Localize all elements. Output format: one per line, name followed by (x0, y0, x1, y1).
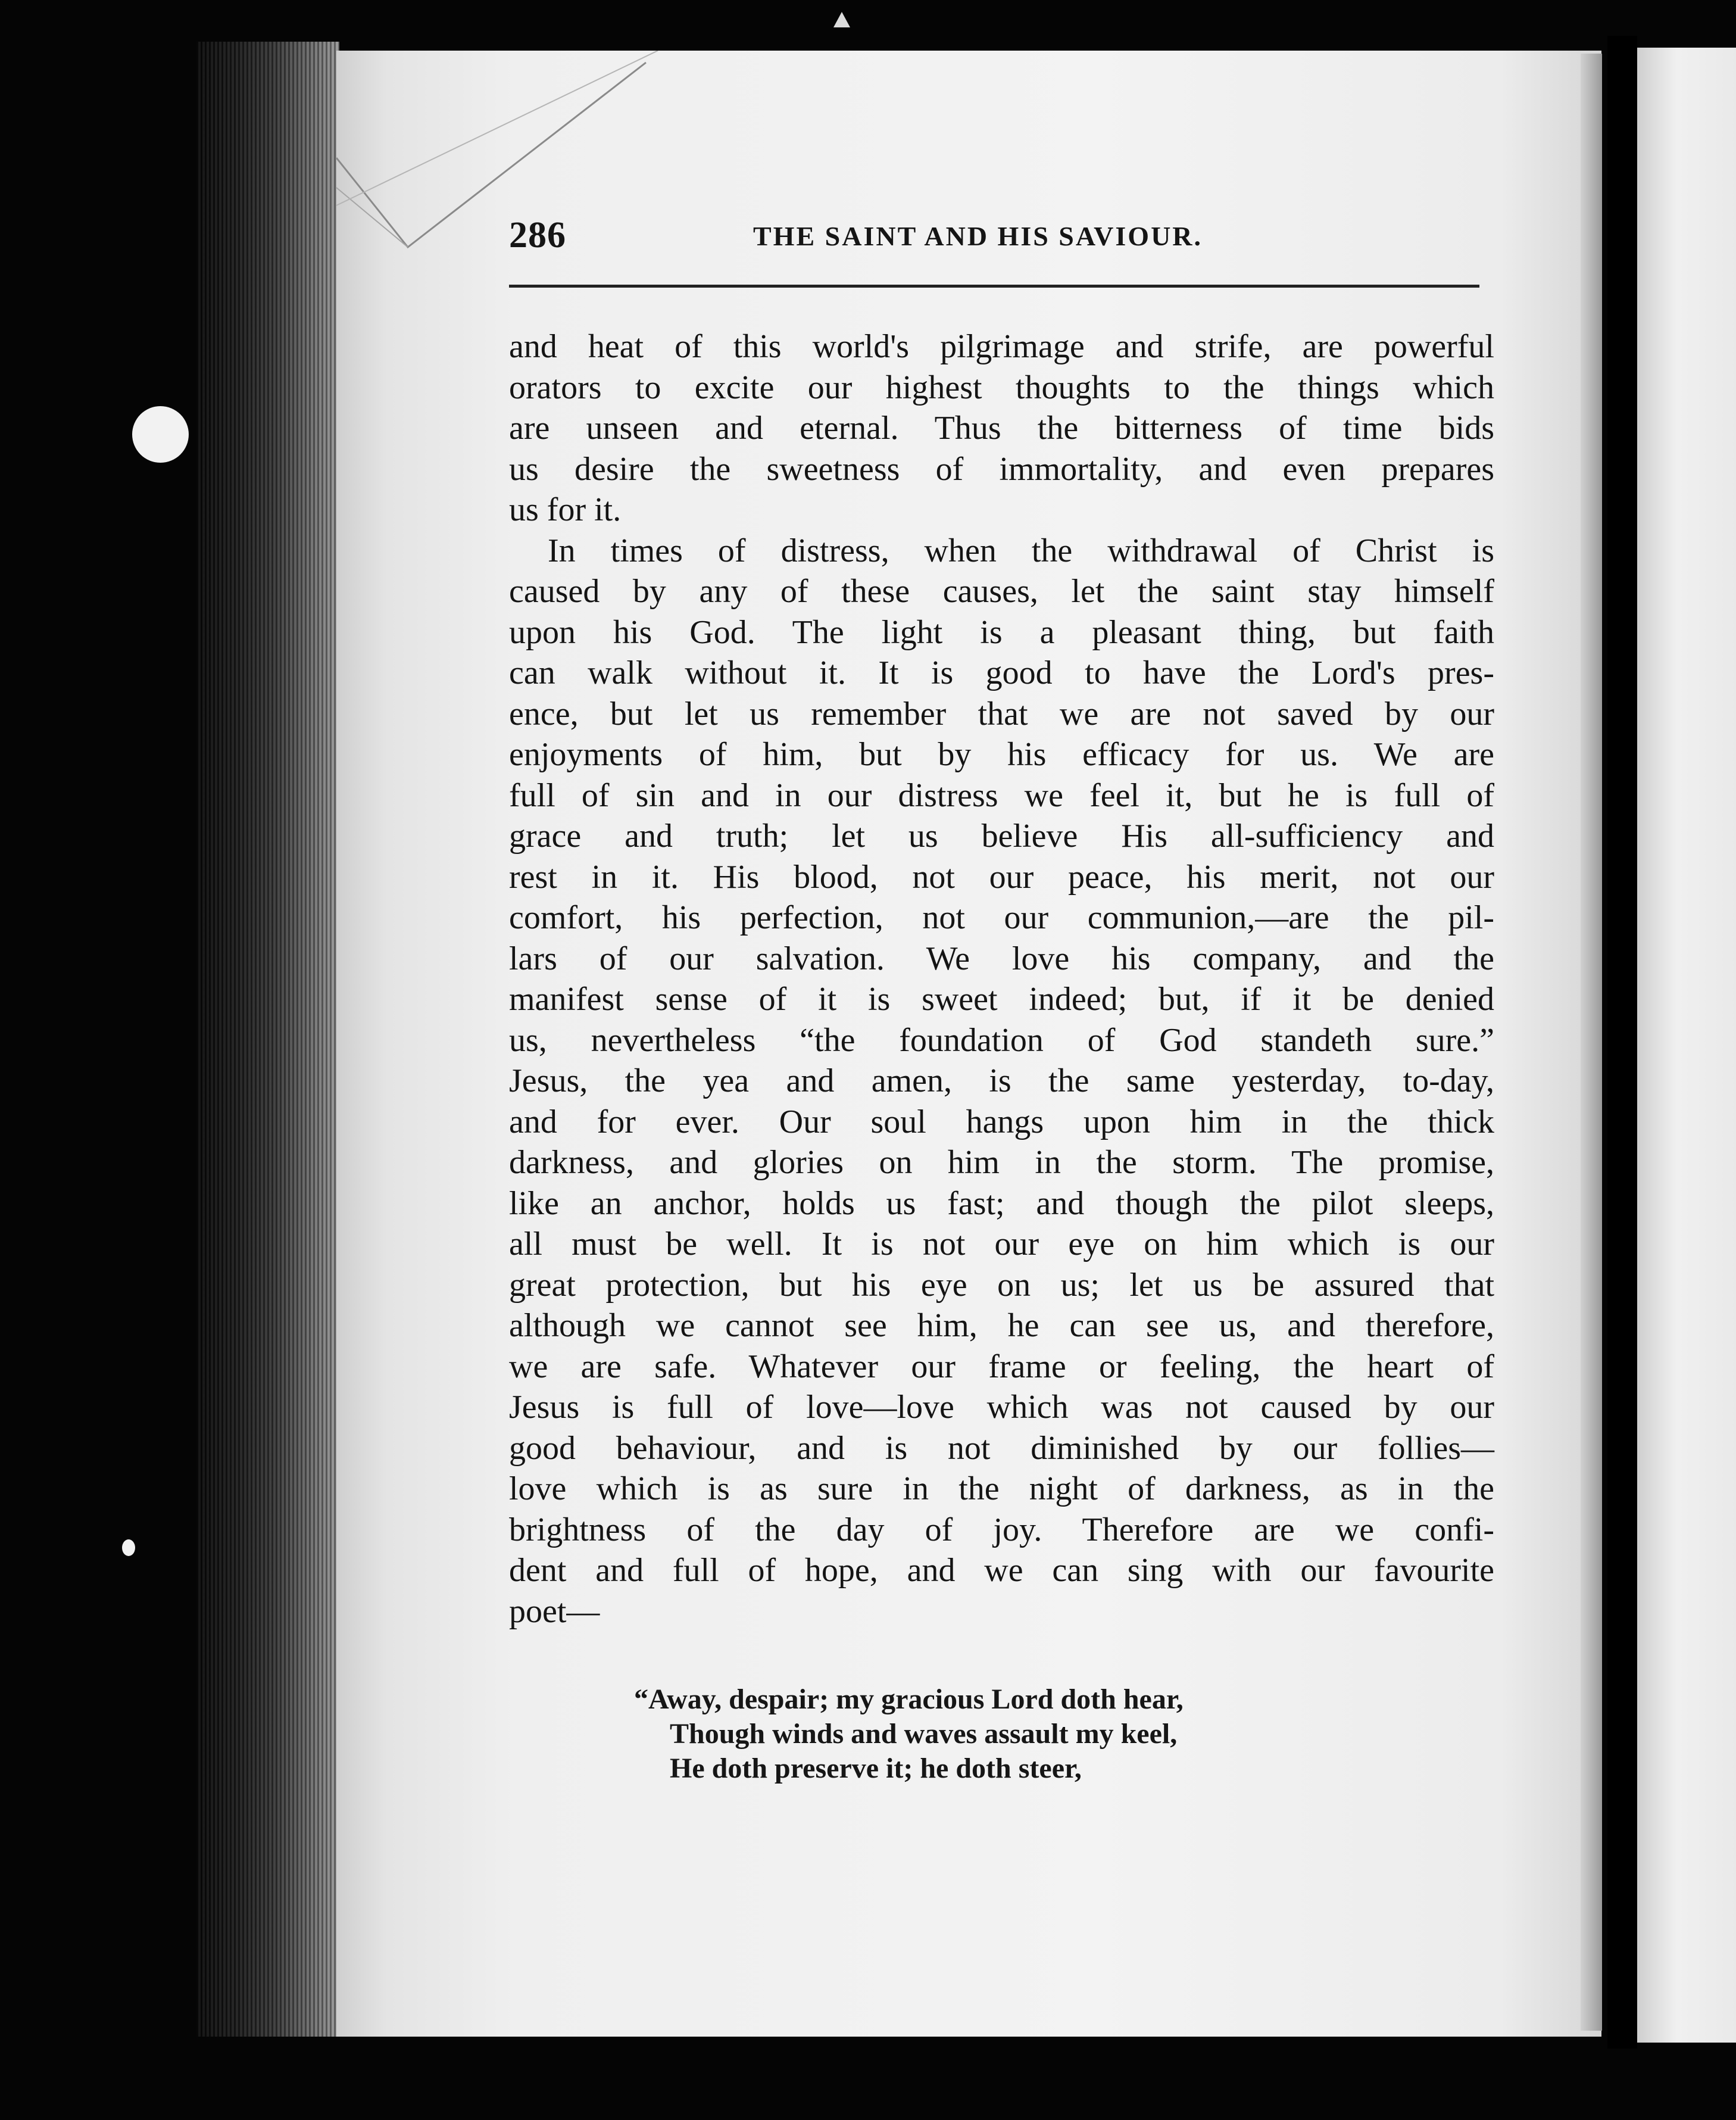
text-line: good behaviour, and is not diminished by our follies— (509, 1429, 1494, 1467)
text-line: all must be well. It is not our eye on him which is our (509, 1226, 1494, 1262)
text-line: poet— (509, 1592, 600, 1630)
body-text (509, 326, 1494, 1632)
text-line: and for ever. Our soul hangs upon him in the thick (509, 1103, 1494, 1140)
scan-mark (833, 12, 850, 27)
text-line: great protection, but his eye on us; let us be assured that (509, 1266, 1494, 1304)
text-line: comfort, his perfection, not our communion,—are the pil- (509, 899, 1494, 936)
text-line: dent and full of hope, and we can sing with our favourite (509, 1552, 1494, 1589)
paper-speck (122, 1539, 135, 1556)
text-line: are unseen and eternal. Thus the bitterness of time bids (509, 410, 1494, 447)
header-rule (509, 285, 1479, 288)
paper-speck (132, 406, 189, 463)
text-line: darkness, and glories on him in the storm. The promise, (509, 1144, 1494, 1181)
text-line: us, nevertheless “the foundation of God standeth sure.” (509, 1021, 1494, 1059)
text-line: and heat of this world's pilgrimage and strife, are powerful (509, 328, 1494, 365)
text-line: manifest sense of it is sweet indeed; but, if it be denied (509, 981, 1494, 1018)
text-line: grace and truth; let us believe His all-sufficiency and (509, 818, 1494, 855)
next-page-edge (1637, 48, 1736, 2043)
text-line: can walk without it. It is good to have the Lord's pres- (509, 654, 1494, 691)
text-line: caused by any of these causes, let the saint stay himself (509, 573, 1494, 610)
gutter-shadow (1607, 36, 1637, 2049)
text-line: orators to excite our highest thoughts to the things which (509, 369, 1494, 406)
text-line: rest in it. His blood, not our peace, his merit, not our (509, 858, 1494, 896)
text-line: In times of distress, when the withdrawal of Christ is (548, 532, 1494, 569)
text-line: although we cannot see him, he can see us, and therefore, (509, 1307, 1494, 1344)
page-edge-shadow (1581, 54, 1602, 2031)
verse-line: “Away, despair; my gracious Lord doth hear, (634, 1683, 1184, 1715)
running-head: THE SAINT AND HIS SAVIOUR. (753, 221, 1203, 251)
verse-line: Though winds and waves assault my keel, (670, 1718, 1178, 1750)
verse-line: He doth preserve it; he doth steer, (670, 1753, 1082, 1784)
text-line: enjoyments of him, but by his efficacy for us. We are (509, 736, 1494, 773)
text-line: us for it. (509, 491, 622, 528)
book-binding (196, 42, 339, 2037)
page-number: 286 (509, 215, 566, 255)
text-line: we are safe. Whatever our frame or feeling, the heart of (509, 1348, 1494, 1385)
text-line: love which is as sure in the night of darkness, as in the (509, 1470, 1494, 1507)
text-line: lars of our salvation. We love his company, and the (509, 940, 1494, 977)
text-line: brightness of the day of joy. Therefore are we confi- (509, 1511, 1494, 1548)
text-line: full of sin and in our distress we feel it, but he is full of (509, 777, 1494, 814)
text-line: Jesus is full of love—love which was not caused by our (509, 1389, 1494, 1426)
text-line: upon his God. The light is a pleasant thing, but faith (509, 613, 1494, 651)
text-line: like an anchor, holds us fast; and though the pilot sleeps, (509, 1184, 1494, 1222)
text-line: us desire the sweetness of immortality, and even prepares (509, 450, 1494, 488)
page-header (509, 214, 1479, 256)
verse-quotation (634, 1682, 1408, 1786)
text-line: ence, but let us remember that we are not saved by our (509, 695, 1494, 732)
text-line: Jesus, the yea and amen, is the same yesterday, to-day, (509, 1062, 1494, 1099)
